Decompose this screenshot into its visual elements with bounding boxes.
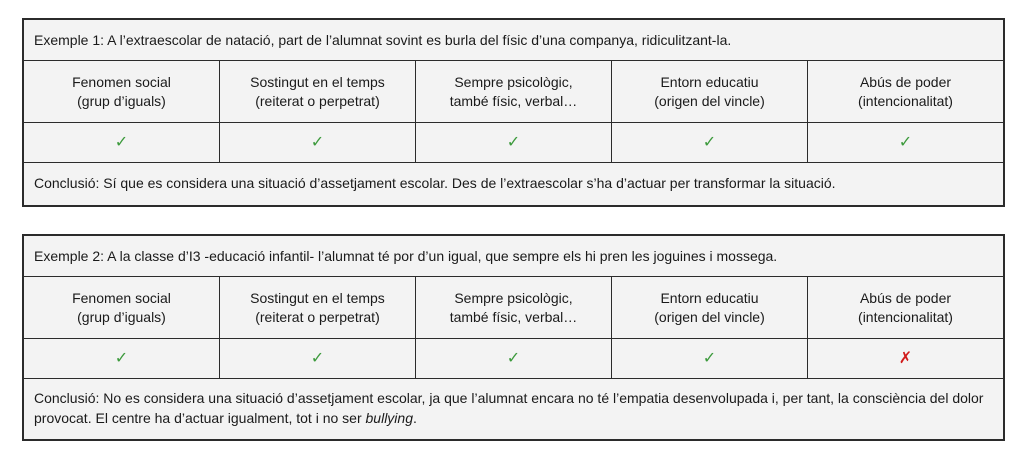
criterion-always-psychological: Sempre psicològic, també físic, verbal… (416, 277, 612, 338)
check-icon: ✓ (310, 350, 325, 367)
criterion-social-phenomenon: Fenomen social (grup d’iguals) (24, 61, 220, 122)
check-icon: ✓ (506, 350, 521, 367)
check-icon: ✓ (898, 134, 913, 151)
criterion-educational-environment: Entorn educatiu (origen del vincle) (612, 61, 808, 122)
example-1-title: Exemple 1: A l’extraescolar de natació, part de l’alumnat sovint es burla del físic d’una companya, ridiculitzant-la. (24, 20, 1003, 61)
criterion-social-phenomenon: Fenomen social (grup d’iguals) (24, 277, 220, 338)
example-1-conclusion: Conclusió: Sí que es considera una situació d’assetjament escolar. Des de l’extraescolar s’ha d’actuar per transformar la situació. (34, 175, 836, 191)
criterion-abuse-of-power: Abús de poder (intencionalitat) (858, 289, 953, 325)
bullying-term: bullying (365, 410, 413, 426)
cross-icon: ✗ (898, 350, 913, 367)
check-icon: ✓ (702, 350, 717, 367)
criterion-educational-environment: Entorn educatiu (origen del vincle) (612, 277, 808, 338)
criterion-abuse-of-power: Abús de poder (intencionalitat) (858, 73, 953, 109)
example-2-title: Exemple 2: A la classe d’I3 -educació infantil- l’alumnat té por d’un igual, que sempre els hi pren les joguines i mossega. (24, 236, 1003, 277)
check-icon: ✓ (310, 134, 325, 151)
criterion-sustained-in-time: Sostingut en el temps (reiterat o perpetrat) (220, 277, 416, 338)
marks-row (24, 339, 1003, 379)
criterion-sustained-in-time: Sostingut en el temps (reiterat o perpetrat) (220, 61, 416, 122)
criteria-header-row (24, 61, 1003, 123)
check-icon: ✓ (114, 350, 129, 367)
criteria-header-row (24, 277, 1003, 339)
check-icon: ✓ (506, 134, 521, 151)
example-2-conclusion: Conclusió: No es considera una situació d’assetjament escolar, ja que l’alumnat encara no té l’empatia desenvolupada i, per tant, la consciència del dolor provocat. El centre ha d’actuar igualment, tot i no ser bullying. (34, 390, 984, 426)
marks-row (24, 123, 1003, 163)
check-icon: ✓ (114, 134, 129, 151)
example-2-table (22, 234, 1005, 441)
check-icon: ✓ (702, 134, 717, 151)
example-1-table (22, 18, 1005, 207)
criterion-always-psychological: Sempre psicològic, també físic, verbal… (416, 61, 612, 122)
